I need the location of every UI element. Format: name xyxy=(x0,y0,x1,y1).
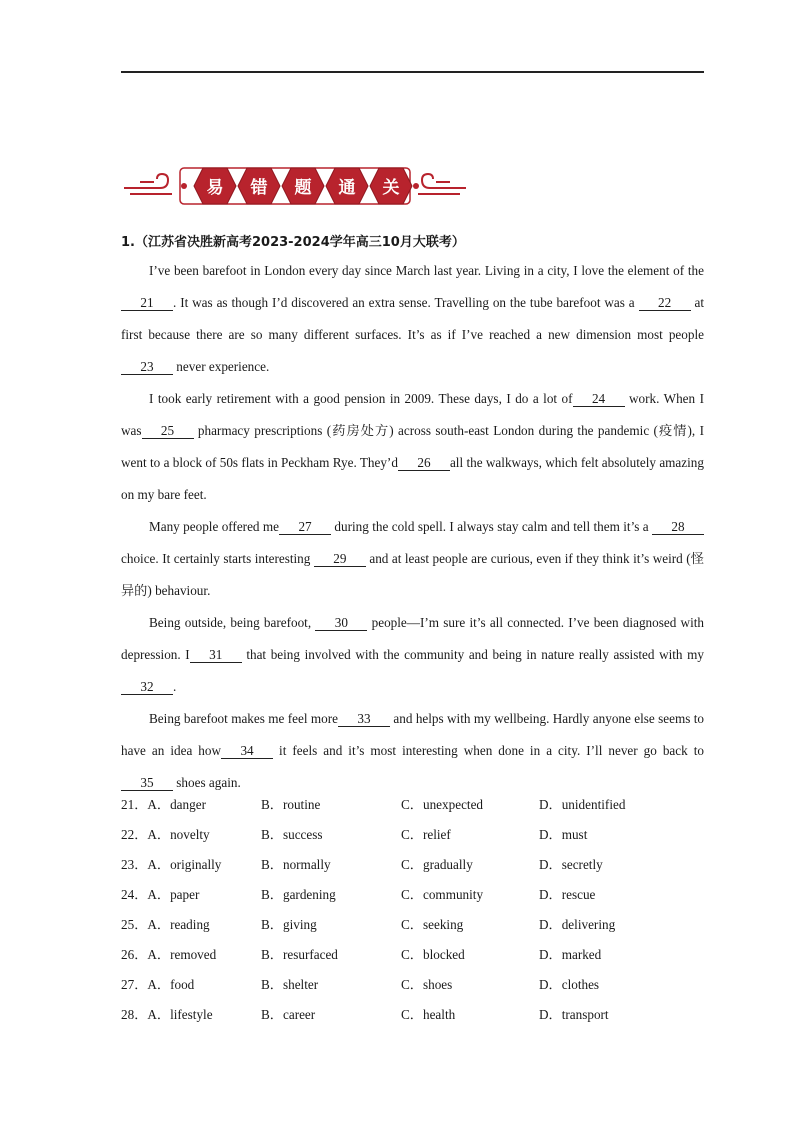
question-number: 27． xyxy=(121,977,148,992)
passage-text: work. When I was xyxy=(121,391,704,438)
banner-char-2: 错 xyxy=(250,178,268,198)
option-b: B．resurfaced xyxy=(261,947,338,962)
question-header: 1.（江苏省决胜新高考2023-2024学年高三10月大联考） xyxy=(121,235,465,250)
blank-32: 32 xyxy=(121,679,173,695)
option-c: C．relief xyxy=(401,827,451,842)
blank-30: 30 xyxy=(315,615,367,631)
option-a-text: A．danger xyxy=(147,797,206,812)
option-a xyxy=(121,850,221,880)
passage xyxy=(121,255,704,799)
option-row xyxy=(121,910,704,940)
banner-char-3: 题 xyxy=(294,178,312,198)
passage-paragraph xyxy=(121,703,704,799)
option-row xyxy=(121,790,704,820)
option-b: B．success xyxy=(261,827,323,842)
option-a-text: A．originally xyxy=(147,857,222,872)
passage-text: and at least people are curious, even if they think it’s weird (怪异的) behaviour. xyxy=(121,551,704,598)
option-c: C．community xyxy=(401,887,484,902)
option-a xyxy=(121,880,199,910)
banner-char-1: 易 xyxy=(206,178,224,198)
header-rule xyxy=(121,71,704,73)
option-c: C．unexpected xyxy=(401,797,484,812)
question-number: 21． xyxy=(121,797,148,812)
option-row xyxy=(121,850,704,880)
option-a xyxy=(121,820,210,850)
option-d: D．must xyxy=(539,827,588,842)
blank-21: 21 xyxy=(121,295,173,311)
passage-text: and helps with my wellbeing. Hardly anyone else seems to have an idea how xyxy=(121,711,704,758)
passage-paragraph xyxy=(121,383,704,511)
option-b: B．career xyxy=(261,1007,316,1022)
passage-text: choice. It certainly starts interesting xyxy=(121,551,314,566)
blank-26: 26 xyxy=(398,455,450,471)
option-a-text: A．reading xyxy=(147,917,210,932)
blank-24: 24 xyxy=(573,391,625,407)
option-row xyxy=(121,820,704,850)
option-a-text: A．food xyxy=(147,977,195,992)
option-a xyxy=(121,910,210,940)
passage-text: shoes again. xyxy=(173,775,241,790)
option-c: C．gradually xyxy=(401,857,473,872)
option-a xyxy=(121,940,216,970)
passage-text: all the walkways, which felt absolutely amazing on my bare feet. xyxy=(121,455,704,502)
blank-31: 31 xyxy=(190,647,242,663)
blank-25: 25 xyxy=(142,423,194,439)
passage-text: never experience. xyxy=(173,359,270,374)
option-c: C．blocked xyxy=(401,947,465,962)
answer-options xyxy=(121,790,704,1030)
blank-34: 34 xyxy=(221,743,273,759)
option-d: D．transport xyxy=(539,1007,609,1022)
option-b: B．gardening xyxy=(261,887,336,902)
option-c: C．seeking xyxy=(401,917,464,932)
blank-23: 23 xyxy=(121,359,173,375)
option-a xyxy=(121,1000,213,1030)
question-number: 22． xyxy=(121,827,148,842)
option-b: B．shelter xyxy=(261,977,319,992)
passage-text: I’ve been barefoot in London every day since March last year. Living in a city, I love the element of the xyxy=(149,263,704,278)
option-a-text: A．removed xyxy=(147,947,217,962)
question-number: 24． xyxy=(121,887,148,902)
blank-29: 29 xyxy=(314,551,366,567)
section-banner xyxy=(120,158,470,214)
passage-text: Being barefoot makes me feel more xyxy=(149,711,339,726)
question-number: 28． xyxy=(121,1007,148,1022)
option-a-text: A．lifestyle xyxy=(147,1007,213,1022)
passage-text: at first because there are so many different surfaces. It’s as if I’ve reached a new dimension most people xyxy=(121,295,704,342)
passage-text: I took early retirement with a good pension in 2009. These days, I do a lot of xyxy=(149,391,573,406)
passage-text: it feels and it’s most interesting when done in a city. I’ll never go back to xyxy=(273,743,704,758)
passage-text: during the cold spell. I always stay calm and tell them it’s a xyxy=(331,519,652,534)
option-b: B．normally xyxy=(261,857,331,872)
option-d: D．secretly xyxy=(539,857,603,872)
passage-text: Being outside, being barefoot, xyxy=(149,615,316,630)
passage-text: people—I’m sure it’s all connected. I’ve been diagnosed with depression. I xyxy=(121,615,704,662)
option-c: C．shoes xyxy=(401,977,453,992)
passage-text: that being involved with the community and being in nature really assisted with my xyxy=(241,647,704,662)
option-d: D．marked xyxy=(539,947,602,962)
option-row xyxy=(121,940,704,970)
option-row xyxy=(121,970,704,1000)
option-a xyxy=(121,970,194,1000)
option-row xyxy=(121,1000,704,1030)
passage-text: pharmacy prescriptions (药房处方) across south-east London during the pandemic (疫情), I went to a block of 50s flats in Peckham Rye. They’d xyxy=(121,423,704,470)
option-b: B．routine xyxy=(261,797,321,812)
passage-text: . xyxy=(173,679,177,694)
option-b: B．giving xyxy=(261,917,317,932)
passage-paragraph xyxy=(121,255,704,383)
option-d: D．rescue xyxy=(539,887,596,902)
blank-33: 33 xyxy=(338,711,390,727)
passage-paragraph xyxy=(121,511,704,607)
banner-char-4: 通 xyxy=(338,178,356,198)
blank-22: 22 xyxy=(639,295,691,311)
blank-35: 35 xyxy=(121,775,173,791)
option-a-text: A．paper xyxy=(147,887,200,902)
option-d: D．delivering xyxy=(539,917,616,932)
option-d: D．clothes xyxy=(539,977,600,992)
blank-28: 28 xyxy=(652,519,704,535)
passage-text: . It was as though I’d discovered an extra sense. Travelling on the tube barefoot was a xyxy=(173,295,639,310)
option-a xyxy=(121,790,206,820)
option-a-text: A．novelty xyxy=(147,827,210,842)
option-d: D．unidentified xyxy=(539,797,626,812)
question-number: 23． xyxy=(121,857,148,872)
blank-27: 27 xyxy=(279,519,331,535)
option-row xyxy=(121,880,704,910)
passage-paragraph xyxy=(121,607,704,703)
banner-char-5: 关 xyxy=(382,178,400,198)
option-c: C．health xyxy=(401,1007,456,1022)
question-number: 26． xyxy=(121,947,148,962)
question-number: 25． xyxy=(121,917,148,932)
passage-text: Many people offered me xyxy=(149,519,280,534)
